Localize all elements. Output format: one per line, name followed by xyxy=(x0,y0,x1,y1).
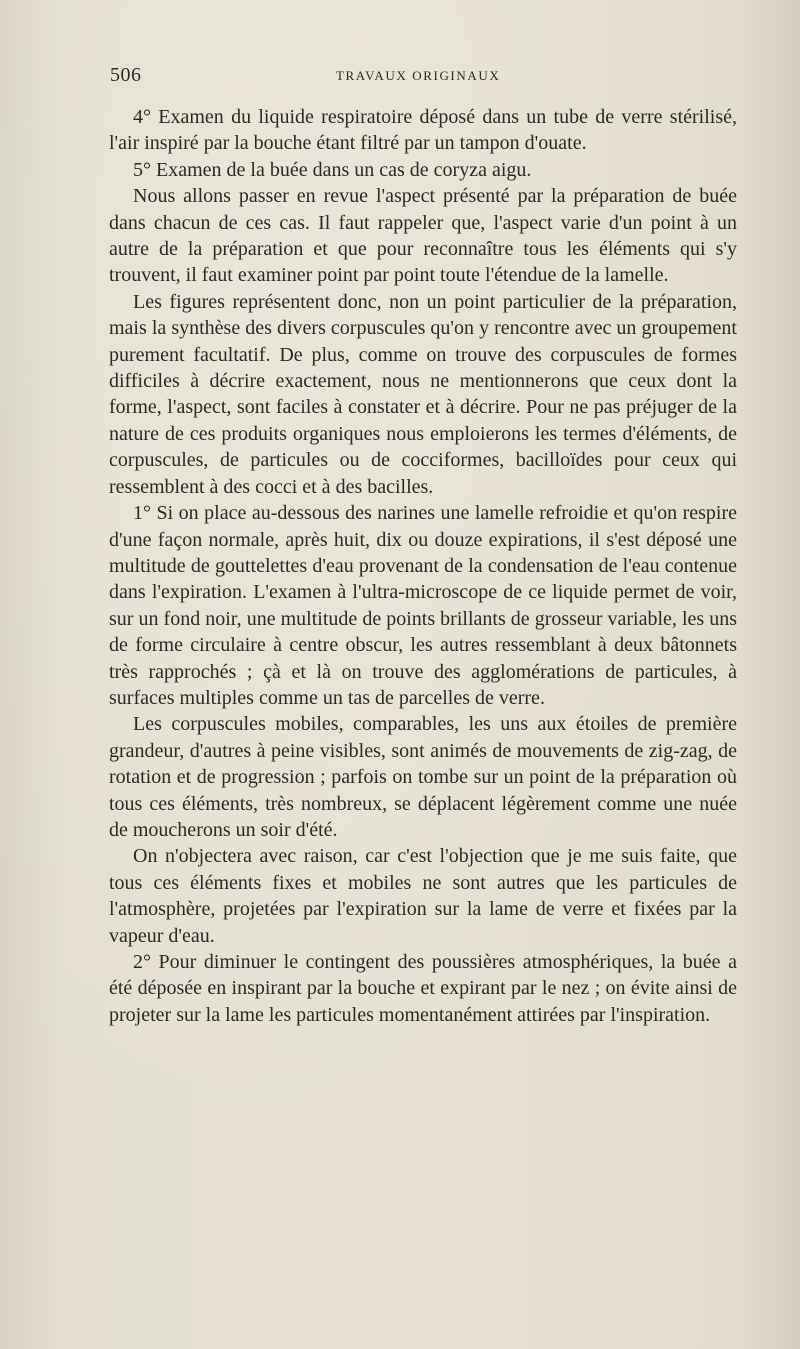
paragraph-examen-4: 4° Examen du liquide respiratoire déposé dans un tube de verre stérilisé, l'air inspiré par la bouche étant filtré par un tampon d'ouate. xyxy=(109,106,737,155)
paragraph-poussieres: 2° Pour diminuer le contingent des poussières atmosphériques, la buée a été déposée en inspirant par la bouche et expirant par le nez ; on évite ainsi de projeter sur la lame les particules momentanément attirées par l'inspiration. xyxy=(109,951,737,1026)
paragraph-objection: On n'objectera avec raison, car c'est l'objection que je me suis faite, que tous ces éléments fixes et mobiles ne sont autres que les particules de l'atmosphère, projetées par l'expiration sur la lame de verre et fixées par la vapeur d'eau. xyxy=(109,845,737,947)
paragraph-revue: Nous allons passer en revue l'aspect présenté par la préparation de buée dans chacun de ces cas. Il faut rappeler que, l'aspect varie d'un point à un autre de la préparation et que pour reconnaître tous les éléments qui s'y trouvent, il faut examiner point par point toute l'étendue de la lamelle. xyxy=(109,185,737,287)
page-header xyxy=(110,64,738,88)
paragraph-examen-5: 5° Examen de la buée dans un cas de coryza aigu. xyxy=(133,158,532,181)
body-text xyxy=(109,104,737,1028)
paragraph-figures: Les figures représentent donc, non un point particulier de la préparation, mais la synthèse des divers corpuscules qu'on y rencontre avec un groupement purement facultatif. De plus, comme on trouve des corpuscules de formes difficiles à décrire exactement, nous ne mentionnerons que ceux dont la forme, l'aspect, sont faciles à constater et à décrire. Pour ne pas préjuger de la nature de ces produits organiques nous emploierons les termes d'éléments, de corpuscules, de particules ou de cocciformes, bacilloïdes pour ceux qui ressemblent à des cocci et à des bacilles. xyxy=(109,290,737,498)
paragraph-lamelle-refroidie: 1° Si on place au-dessous des narines une lamelle refroidie et qu'on respire d'une façon normale, après huit, dix ou douze expirations, il s'est déposé une multitude de gouttelettes d'eau provenant de la condensation de l'eau contenue dans l'expiration. L'examen à l'ultra-microscope de ce liquide permet de voir, sur un fond noir, une multitude de points brillants de grosseur variable, les uns de forme circulaire à centre obscur, les autres ressemblant à deux bâtonnets très rapprochés ; çà et là on trouve des agglomérations de particules, à surfaces multiples comme un tas de parcelles de verre. xyxy=(109,502,737,709)
page-number: 506 xyxy=(110,64,142,86)
running-head: TRAVAUX ORIGINAUX xyxy=(336,68,501,83)
paragraph-corpuscules-mobiles: Les corpuscules mobiles, comparables, les uns aux étoiles de première grandeur, d'autres à peine visibles, sont animés de mouvements de zig-zag, de rotation et de progression ; parfois on tombe sur un point de la préparation où tous ces éléments, très nombreux, se déplacent légèrement comme une nuée de moucherons un soir d'été. xyxy=(109,713,737,841)
